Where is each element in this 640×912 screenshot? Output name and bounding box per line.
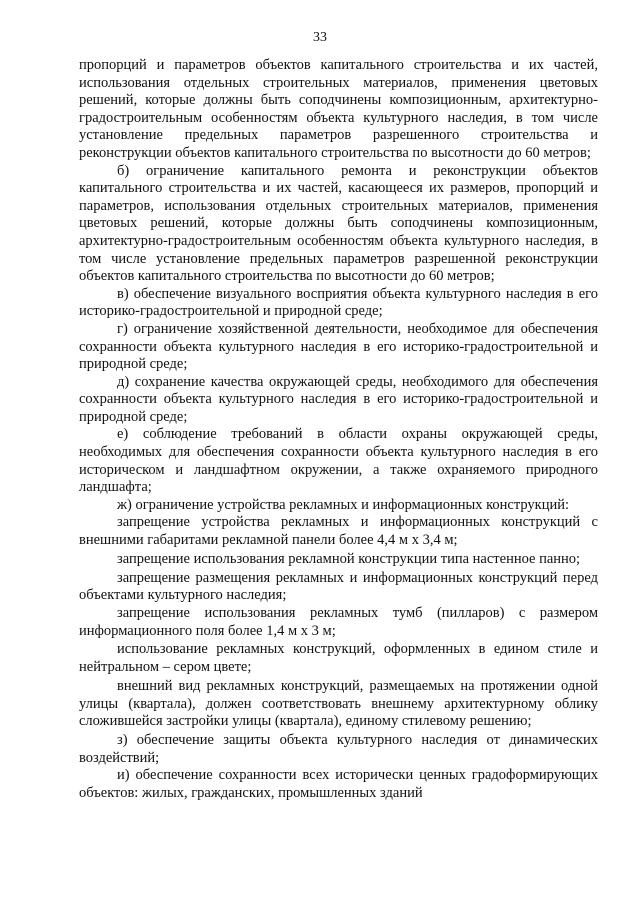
document-body [79, 57, 598, 802]
page-number: 33 [313, 30, 327, 45]
paragraph-continuation: пропорций и параметров объектов капитального строительства и их частей, использования отдельных строительных материалов, применения цветовых решений, которые должны быть соподчинены композиционным, архитектурно-градостроительным особенностям объекта культурного наследия, в том числе установление предельных параметров разрешенного строительства и реконструкции объектов капитального строительства по высотности до 60 метров; [79, 57, 598, 161]
paragraph-item-z: з) обеспечение защиты объекта культурного наследия от динамических воздействий; [79, 732, 598, 766]
paragraph-item-g: г) ограничение хозяйственной деятельности, необходимое для обеспечения сохранности объекта культурного наследия в его историко-градостроительной и природной среде; [79, 320, 598, 373]
paragraph-ad-size-limit: запрещение устройства рекламных и информационных конструкций с внешними габаритами рекламной панели более 4,4 м х 3,4 м; [79, 514, 598, 549]
paragraph-item-zh: ж) ограничение устройства рекламных и информационных конструкций: [117, 496, 570, 513]
paragraph-ad-style: использование рекламных конструкций, оформленных в едином стиле и нейтральном – сером цвете; [79, 641, 598, 676]
paragraph-ad-appearance: внешний вид рекламных конструкций, размещаемых на протяжении одной улицы (квартала), должен соответствовать внешнему архитектурному облику сложившейся застройки улицы (квартала), единому стилевому решению; [79, 677, 598, 730]
paragraph-item-i: и) обеспечение сохранности всех исторически ценных градоформирующих объектов: жилых, гражданских, промышленных зданий [79, 767, 598, 801]
paragraph-item-d: д) сохранение качества окружающей среды, необходимого для обеспечения сохранности объекта культурного наследия в его историко-градостроительной и природной среде; [79, 373, 598, 425]
paragraph-item-e: е) соблюдение требований в области охраны окружающей среды, необходимых для обеспечения сохранности объекта культурного наследия в его историческом и ландшафтном окружении, а также охраняемого природного ландшафта; [79, 426, 598, 496]
paragraph-item-v: в) обеспечение визуального восприятия объекта культурного наследия в его историко-градостроительной и природной среде; [79, 285, 598, 320]
paragraph-ad-wall-panel: запрещение использования рекламной конструкции типа настенное панно; [117, 550, 581, 567]
paragraph-ad-heritage-placement: запрещение размещения рекламных и информационных конструкций перед объектами культурного наследия; [79, 569, 598, 604]
paragraph-item-b: б) ограничение капитального ремонта и реконструкции объектов капитального строительства и их частей, касающееся их размеров, пропорций и параметров, использования отдельных строительных материалов, применения цветовых решений, которые должны быть соподчинены композиционным, архитектурно-градостроительным особенностям объекта культурного наследия, в том числе установление предельных параметров разрешенной реконструкции объектов капитального строительства по высотности до 60 метров; [79, 162, 598, 285]
paragraph-ad-pillars: запрещение использования рекламных тумб (пилларов) с размером информационного поля более 1,4 м х 3 м; [79, 605, 598, 639]
